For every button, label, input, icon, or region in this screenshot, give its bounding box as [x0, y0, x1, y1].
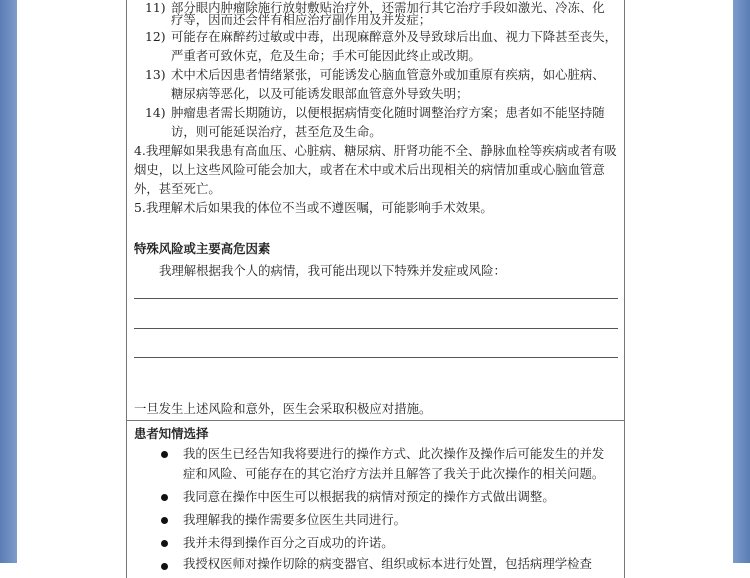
paragraph-4: 外，甚至死亡。: [134, 181, 221, 196]
item-text: 肿瘤患者需长期随访，以便根据病情变化随时调整治疗方案；患者如不能坚持随: [171, 105, 605, 120]
paragraph-4: 烟史，以上这些风险可能会加大，或者在术中或术后出现相关的病情加重或心脑血管意: [134, 162, 605, 177]
left-background-band: [0, 0, 17, 563]
paragraph-5: 5.我理解术后如果我的体位不当或不遵医嘱，可能影响手术效果。: [134, 200, 493, 215]
bullet-text: 我并未得到操作百分之百成功的许诺。: [183, 535, 394, 550]
bullet-icon: [161, 494, 168, 501]
item-number: 12): [145, 29, 166, 44]
bullet-text: 我理解我的操作需要多位医生共同进行。: [183, 512, 407, 527]
bullet-icon: [161, 517, 168, 524]
bullet-icon: [161, 451, 168, 458]
special-risk-heading: 特殊风险或主要高危因素: [134, 241, 271, 256]
special-risk-closing: 一旦发生上述风险和意外，医生会采取积极应对措施。: [134, 401, 432, 416]
item-text: 糖尿病等恶化，以及可能诱发眼部血管意外导致失明；: [171, 86, 469, 101]
special-risk-intro: 我理解根据我个人的病情，我可能出现以下特殊并发症或风险：: [159, 263, 506, 278]
bullet-text: 症和风险、可能存在的其它治疗方法并且解答了我关于此次操作的相关问题。: [183, 466, 605, 481]
bullet-icon: [161, 540, 168, 547]
bullet-icon: [161, 563, 168, 570]
blank-line[interactable]: [134, 298, 618, 299]
item-number: 11): [145, 0, 166, 15]
bullet-text: 我的医生已经告知我将要进行的操作方式、此次操作及操作后可能发生的并发: [183, 446, 605, 461]
bullet-text: 我授权医师对操作切除的病变器官、组织或标本进行处置，包括病理学检查: [183, 556, 592, 571]
blank-line[interactable]: [134, 357, 618, 358]
item-text: 部分眼内肿瘤除施行放射敷贴治疗外，还需加行其它治疗手段如激光、冷冻、化: [171, 0, 605, 15]
paragraph-4: 4.我理解如果我患有高血压、心脏病、糖尿病、肝肾功能不全、静脉血栓等疾病或者有吸: [134, 143, 617, 158]
bullet-text: 我同意在操作中医生可以根据我的病情对预定的操作方式做出调整。: [183, 489, 555, 504]
right-background-band: [733, 0, 750, 563]
item-text: 访，则可能延误治疗，甚至危及生命。: [171, 124, 382, 139]
item-text: 疗等，因而还会伴有相应治疗副作用及并发症；: [171, 12, 432, 27]
section-divider: [127, 420, 624, 421]
item-number: 14): [145, 105, 166, 120]
consent-form-table: [126, 0, 625, 578]
item-text: 术中术后因患者情绪紧张，可能诱发心脑血管意外或加重原有疾病，如心脏病、: [171, 67, 605, 82]
item-text: 严重者可致休克，危及生命；手术可能因此终止或改期。: [171, 48, 481, 63]
item-text: 可能存在麻醉药过敏或中毒，出现麻醉意外及导致球后出血、视力下降甚至丧失，: [171, 29, 618, 44]
item-number: 13): [145, 67, 166, 82]
blank-line[interactable]: [134, 328, 618, 329]
informed-choice-heading: 患者知情选择: [134, 426, 209, 441]
